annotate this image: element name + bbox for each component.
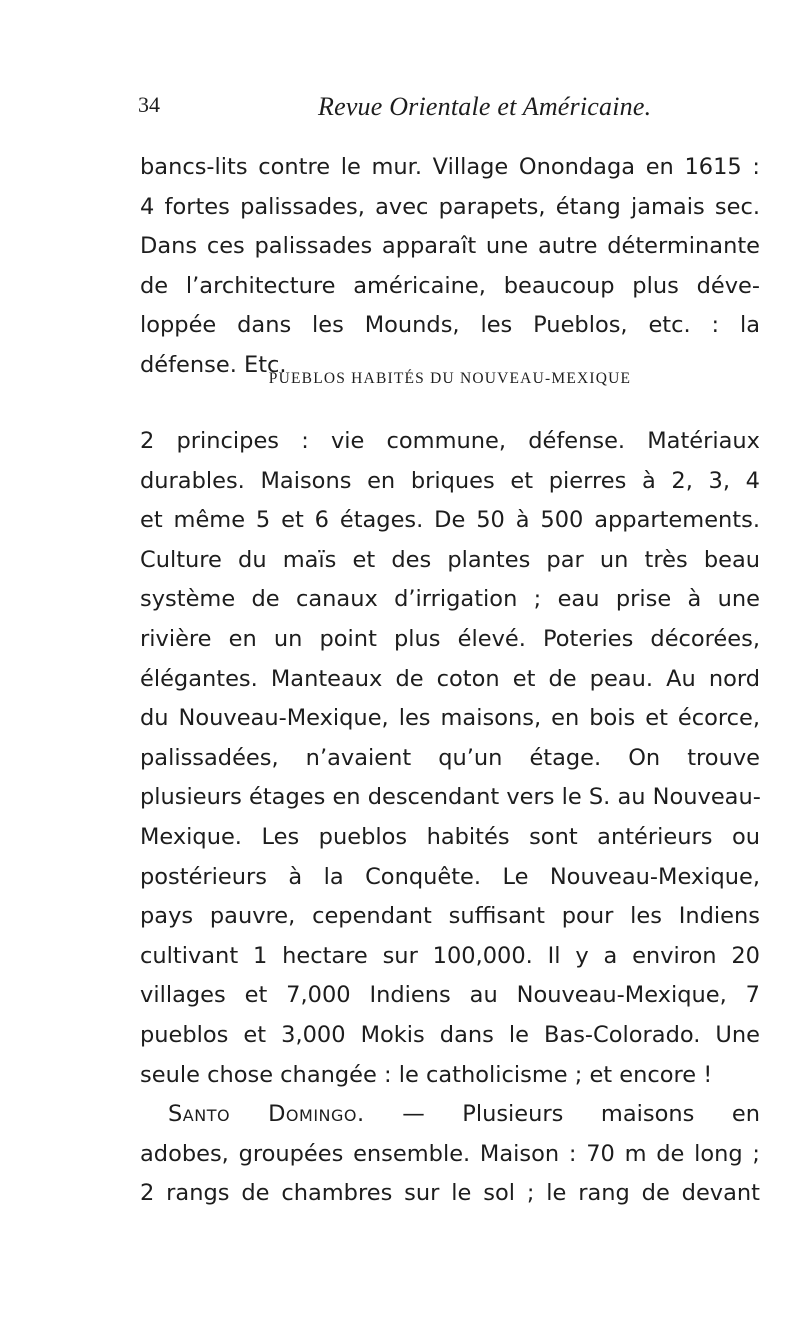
text-line: postérieurs à la Conquête. Le Nouveau-Mexique, bbox=[140, 863, 760, 890]
text-line: du Nouveau-Mexique, les maisons, en bois et écorce, bbox=[140, 705, 760, 732]
text-line: plusieurs étages en descendant vers le S. au Nouveau- bbox=[140, 784, 761, 811]
text-line: Mexique. Les pueblos habités sont antérieurs ou bbox=[140, 823, 760, 850]
text-line: seule chose changée : le catholicisme ; et encore ! bbox=[140, 1061, 713, 1088]
text-line: durables. Maisons en briques et pierres à 2, 3, 4 bbox=[140, 467, 760, 494]
text-line: et même 5 et 6 étages. De 50 à 500 appartements. bbox=[140, 507, 760, 534]
text-line: pueblos et 3,000 Mokis dans le Bas-Colorado. Une bbox=[140, 1021, 760, 1048]
text-line: élégantes. Manteaux de coton et de peau. Au nord bbox=[140, 665, 760, 692]
text-line: Dans ces palissades apparaît une autre déterminante bbox=[140, 233, 760, 260]
text-line: 2 principes : vie commune, défense. Matériaux bbox=[140, 428, 760, 454]
text-line: système de canaux d’irrigation ; eau prise à une bbox=[140, 586, 760, 613]
text-line: adobes, groupées ensemble. Maison : 70 m de long ; bbox=[140, 1140, 760, 1167]
text-line: cultivant 1 hectare sur 100,000. Il y a environ 20 bbox=[140, 942, 760, 969]
text-line: bancs-lits contre le mur. Village Onondaga en 1615 : bbox=[140, 154, 760, 180]
section-heading: PUEBLOS HABITÉS DU NOUVEAU-MEXIQUE bbox=[268, 370, 632, 387]
text-line: 4 fortes palissades, avec parapets, étang jamais sec. bbox=[140, 193, 760, 220]
text-line: défense. Etc. bbox=[140, 351, 287, 378]
text-line: Culture du maïs et des plantes par un très beau bbox=[140, 546, 760, 573]
text-line: palissadées, n’avaient qu’un étage. On trouve bbox=[140, 744, 760, 771]
paragraph-architecture bbox=[140, 148, 760, 386]
text-line-santo-domingo bbox=[140, 1095, 760, 1135]
santo-domingo-heading: Santo Domingo. bbox=[168, 1101, 365, 1128]
text-line: de l’architecture américaine, beaucoup plus déve- bbox=[140, 272, 760, 299]
text-line: rivière en un point plus élevé. Poteries décorées, bbox=[140, 625, 760, 652]
text-line: villages et 7,000 Indiens au Nouveau-Mexique, 7 bbox=[140, 982, 760, 1009]
page-number: 34 bbox=[138, 92, 160, 117]
text-line: pays pauvre, cependant suffisant pour les Indiens bbox=[140, 903, 760, 930]
text-line: 2 rangs de chambres sur le sol ; le rang de devant bbox=[140, 1180, 760, 1207]
santo-domingo-text: — Plusieurs maisons en bbox=[364, 1101, 760, 1128]
text-line: loppée dans les Mounds, les Pueblos, etc. : la bbox=[140, 312, 760, 339]
running-title: Revue Orientale et Américaine. bbox=[318, 92, 652, 121]
paragraph-pueblos bbox=[140, 422, 760, 1214]
page-header bbox=[138, 92, 758, 132]
